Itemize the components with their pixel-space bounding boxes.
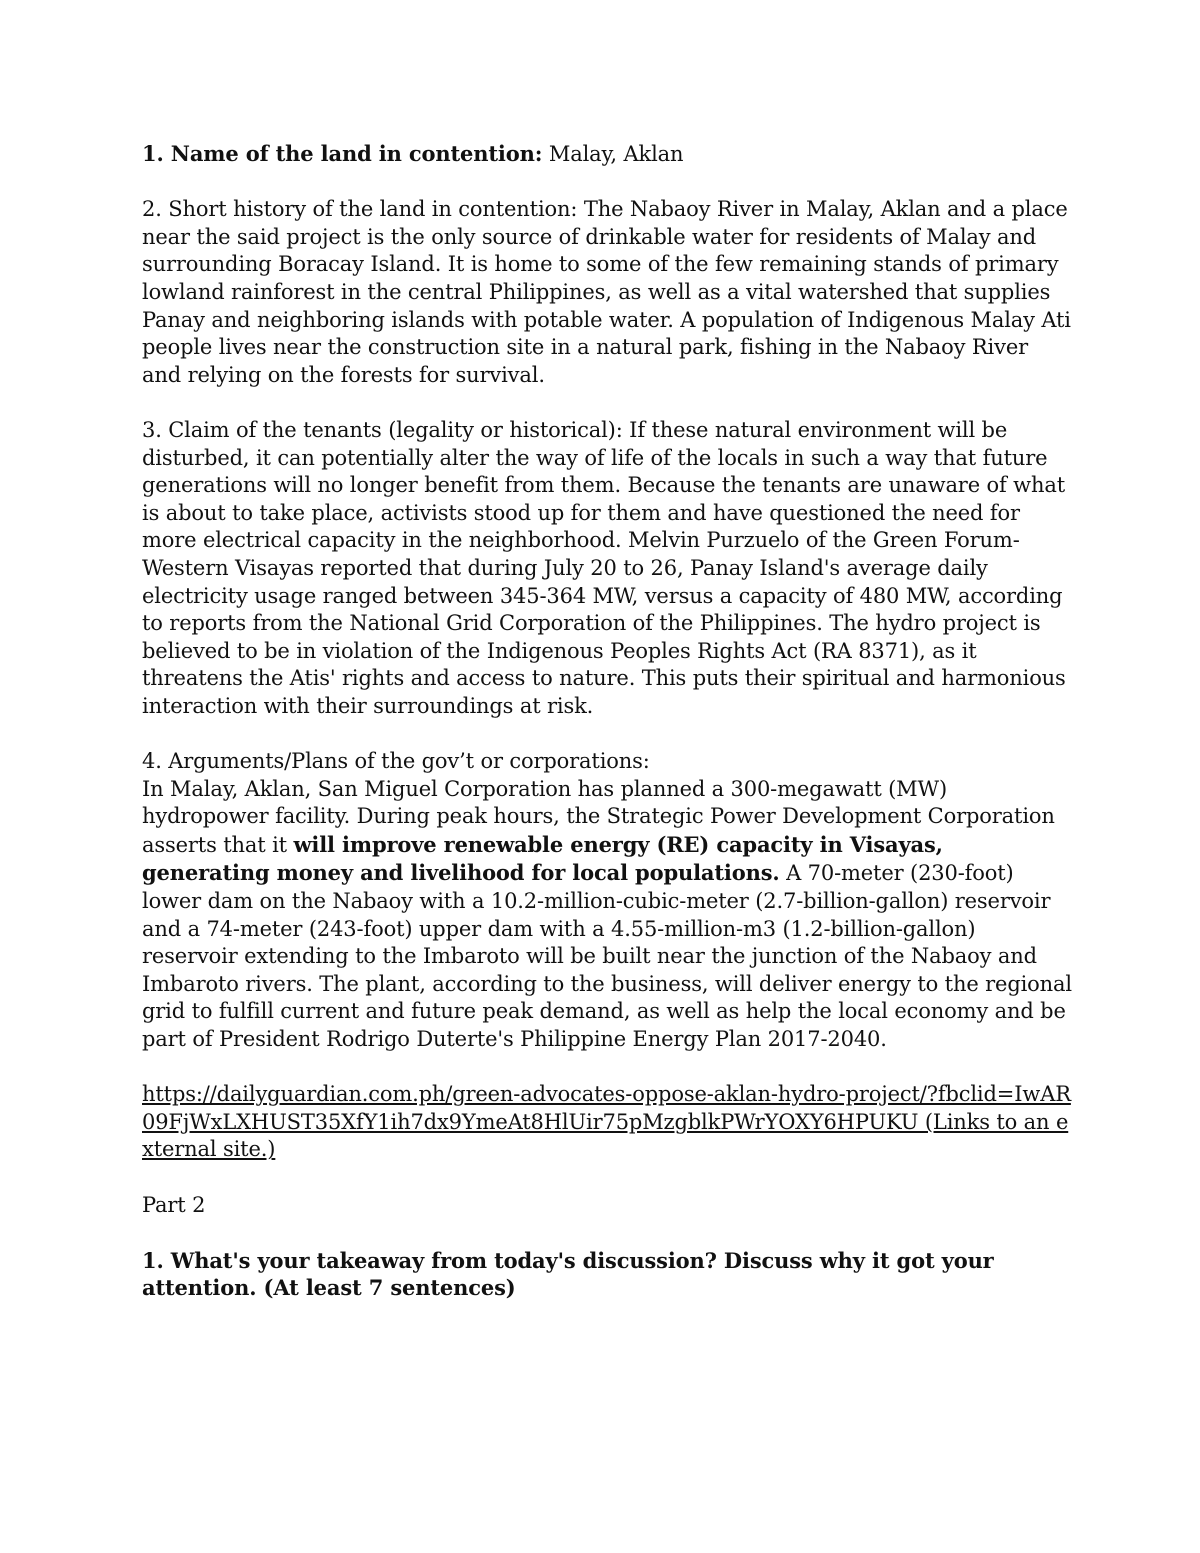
section-land-name — [142, 140, 1072, 169]
part2-question: 1. What's your takeaway from today's discussion? Discuss why it got your attention. (At least 7 sentences) — [142, 1247, 994, 1301]
source-link[interactable]: https://dailyguardian.com.ph/green-advocates-oppose-aklan-hydro-project/?fbclid=IwAR09FjWxLXHUST35XfY1ih7dx9YmeAt8HlUir75pMzgblkPWrYOXY6HPUKU (Links to an external site.) — [142, 1082, 1071, 1162]
section-history: 2. Short history of the land in contention: The Nabaoy River in Malay, Aklan and a place near the said project is the only source of drinkable water for residents of Malay and surrounding Boracay Island. It is home to some of the few remaining stands of primary lowland rainforest in the central Philippines, as well as a vital watershed that supplies Panay and neighboring islands with potable water. A population of Indigenous Malay Ati people lives near the construction site in a natural park, fishing in the Nabaoy River and relying on the forests for survival. — [142, 197, 1071, 387]
section-arguments — [142, 748, 1072, 1054]
section-tenant-claim: 3. Claim of the tenants (legality or historical): If these natural environment will be disturbed, it can potentially alter the way of life of the locals in such a way that future generations will no longer benefit from them. Because the tenants are unaware of what is about to take place, activists stood up for them and have questioned the need for more electrical capacity in the neighborhood. Melvin Purzuelo of the Green Forum-Western Visayas reported that during July 20 to 26, Panay Island's average daily electricity usage ranged between 345-364 MW, versus a capacity of 480 MW, according to reports from the National Grid Corporation of the Philippines. The hydro project is believed to be in violation of the Indigenous Peoples Rights Act (RA 8371), as it threatens the Atis' rights and access to nature. This puts their spiritual and harmonious interaction with their surroundings at risk. — [142, 417, 1066, 718]
arguments-heading: 4. Arguments/Plans of the gov’t or corporations: — [142, 749, 650, 774]
arguments-text-after: A 70-meter (230-foot) lower dam on the Nabaoy with a 10.2-million-cubic-meter (2.7-billion-gallon) reservoir and a 74-meter (243-foot) upper dam with a 4.55-million-m3 (1.2-billion-gallon) reservoir extending to the Imbaroto will be built near the junction of the Nabaoy and Imbaroto rivers. The plant, according to the business, will deliver energy to the regional grid to fulfill current and future peak demand, as well as help the local economy and be part of President Rodrigo Duterte's Philippine Energy Plan 2017-2040. — [142, 861, 1072, 1051]
land-name-label: 1. Name of the land in contention: — [142, 141, 543, 166]
arguments-bold-claim: will improve renewable energy (RE) capacity in Visayas, generating money and livelihood for local populations. — [142, 831, 943, 886]
land-name-value: Malay, Aklan — [542, 142, 684, 166]
document-page — [142, 140, 1072, 1330]
arguments-text-before: In Malay, Aklan, San Miguel Corporation has planned a 300-megawatt (MW) hydropower facility. During peak hours, the Strategic Power Development Corporation asserts that it — [142, 776, 1055, 857]
source-link-paragraph — [142, 1081, 1072, 1164]
part2-title: Part 2 — [142, 1192, 206, 1217]
